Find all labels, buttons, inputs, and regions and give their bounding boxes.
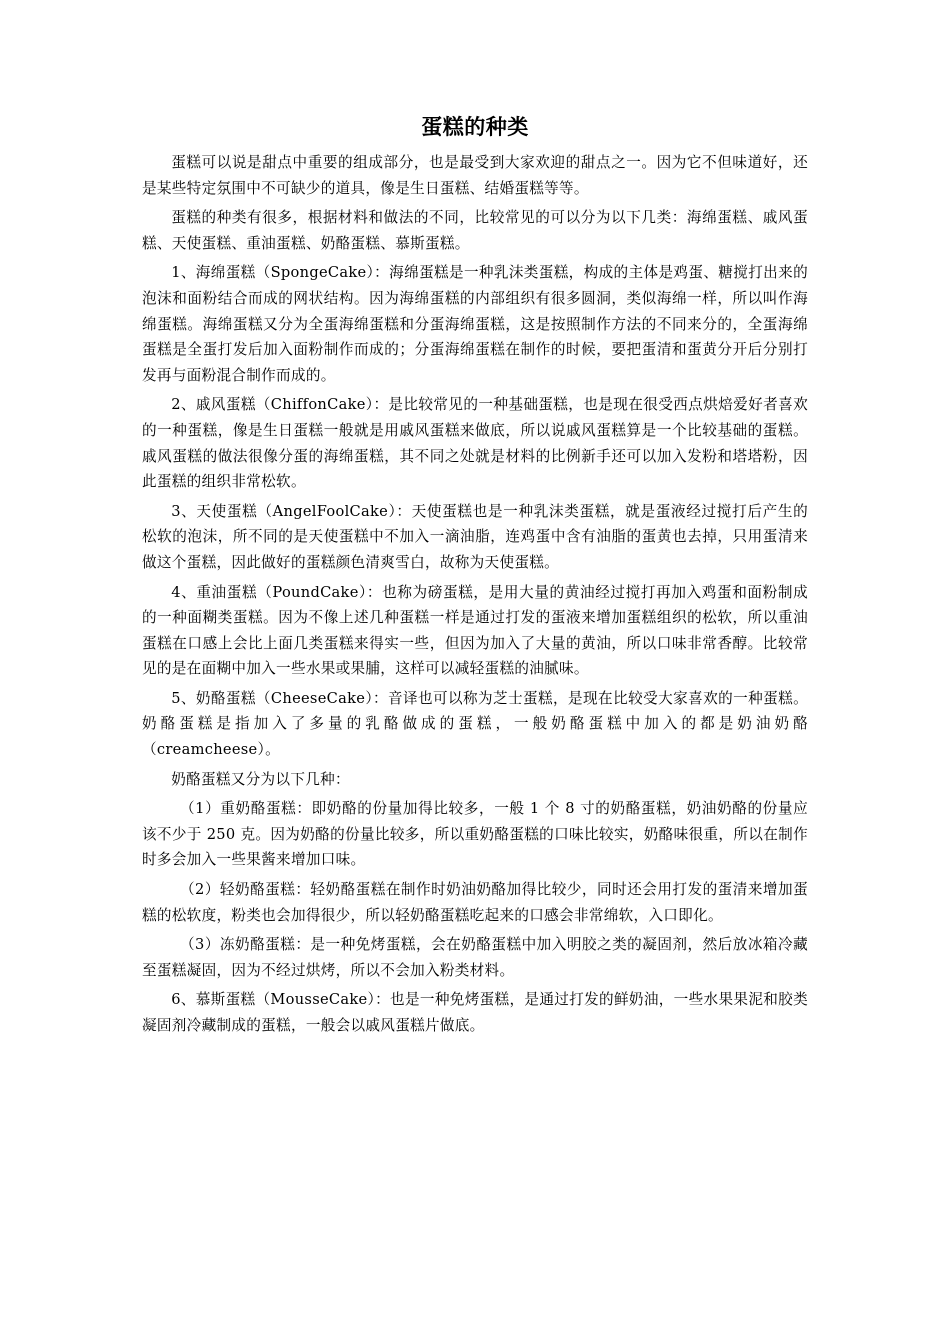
paragraph-light-cheese: （2）轻奶酪蛋糕：轻奶酪蛋糕在制作时奶油奶酪加得比较少，同时还会用打发的蛋清来增加蛋糕的松软度，粉类也会加得很少，所以轻奶酪蛋糕吃起来的口感会非常绵软，入口即化。 — [142, 881, 808, 924]
paragraph-cheese-cake: 5、奶酪蛋糕（CheeseCake）：音译也可以称为芝士蛋糕，是现在比较受大家喜欢的一种蛋糕。奶酪蛋糕是指加入了多量的乳酪做成的蛋糕，一般奶酪蛋糕中加入的都是奶油奶酪（creamcheese）。 — [142, 689, 808, 759]
paragraph-pound-cake: 4、重油蛋糕（PoundCake）：也称为磅蛋糕，是用大量的黄油经过搅打再加入鸡蛋和面粉制成的一种面糊类蛋糕。因为不像上述几种蛋糕一样是通过打发的蛋液来增加蛋糕组织的松软，所以重油蛋糕在口感上会比上面几类蛋糕来得实一些，但因为加入了大量的黄油，所以口味非常香醇。比较常见的是在面糊中加入一些水果或果脯，这样可以减轻蛋糕的油腻味。 — [142, 583, 808, 678]
document-title: 蛋糕的种类 — [421, 115, 529, 139]
paragraph-sponge-cake: 1、海绵蛋糕（SpongeCake）：海绵蛋糕是一种乳沫类蛋糕，构成的主体是鸡蛋、糖搅打出来的泡沫和面粉结合而成的网状结构。因为海绵蛋糕的内部组织有很多圆洞，类似海绵一样，所以叫作海绵蛋糕。海绵蛋糕又分为全蛋海绵蛋糕和分蛋海绵蛋糕，这是按照制作方法的不同来分的，全蛋海绵蛋糕是全蛋打发后加入面粉制作而成的；分蛋海绵蛋糕在制作的时候，要把蛋清和蛋黄分开后分别打发再与面粉混合制作而成的。 — [142, 264, 808, 384]
paragraph-angel-cake: 3、天使蛋糕（AngelFoolCake）：天使蛋糕也是一种乳沫类蛋糕，就是蛋液经过搅打后产生的松软的泡沫，所不同的是天使蛋糕中不加入一滴油脂，连鸡蛋中含有油脂的蛋黄也去掉，只用蛋清来做这个蛋糕，因此做好的蛋糕颜色清爽雪白，故称为天使蛋糕。 — [142, 502, 808, 571]
document-page — [142, 112, 808, 1043]
paragraph-types: 蛋糕的种类有很多，根据材料和做法的不同，比较常见的可以分为以下几类：海绵蛋糕、戚风蛋糕、天使蛋糕、重油蛋糕、奶酪蛋糕、慕斯蛋糕。 — [142, 209, 808, 252]
paragraph-frozen-cheese: （3）冻奶酪蛋糕：是一种免烤蛋糕，会在奶酪蛋糕中加入明胶之类的凝固剂，然后放冰箱冷藏至蛋糕凝固，因为不经过烘烤，所以不会加入粉类材料。 — [142, 936, 808, 979]
paragraph-mousse-cake: 6、慕斯蛋糕（MousseCake）：也是一种免烤蛋糕，是通过打发的鲜奶油，一些水果果泥和胶类凝固剂冷藏制成的蛋糕，一般会以戚风蛋糕片做底。 — [142, 991, 808, 1034]
paragraph-heavy-cheese: （1）重奶酪蛋糕：即奶酪的份量加得比较多，一般 1 个 8 寸的奶酪蛋糕，奶油奶酪的份量应该不少于 250 克。因为奶酪的份量比较多，所以重奶酪蛋糕的口味比较实，奶酪味很重，所以在制作时多会加入一些果酱来增加口味。 — [142, 800, 808, 869]
paragraph-intro: 蛋糕可以说是甜点中重要的组成部分，也是最受到大家欢迎的甜点之一。因为它不但味道好，还是某些特定氛围中不可缺少的道具，像是生日蛋糕、结婚蛋糕等等。 — [142, 154, 808, 197]
paragraph-chiffon-cake: 2、戚风蛋糕（ChiffonCake）：是比较常见的一种基础蛋糕，也是现在很受西点烘焙爱好者喜欢的一种蛋糕，像是生日蛋糕一般就是用戚风蛋糕来做底，所以说戚风蛋糕算是一个比较基础的蛋糕。戚风蛋糕的做法很像分蛋的海绵蛋糕，其不同之处就是材料的比例新手还可以加入发粉和塔塔粉，因此蛋糕的组织非常松软。 — [142, 396, 808, 491]
paragraph-cheese-subtypes: 奶酪蛋糕又分为以下几种： — [171, 770, 350, 788]
